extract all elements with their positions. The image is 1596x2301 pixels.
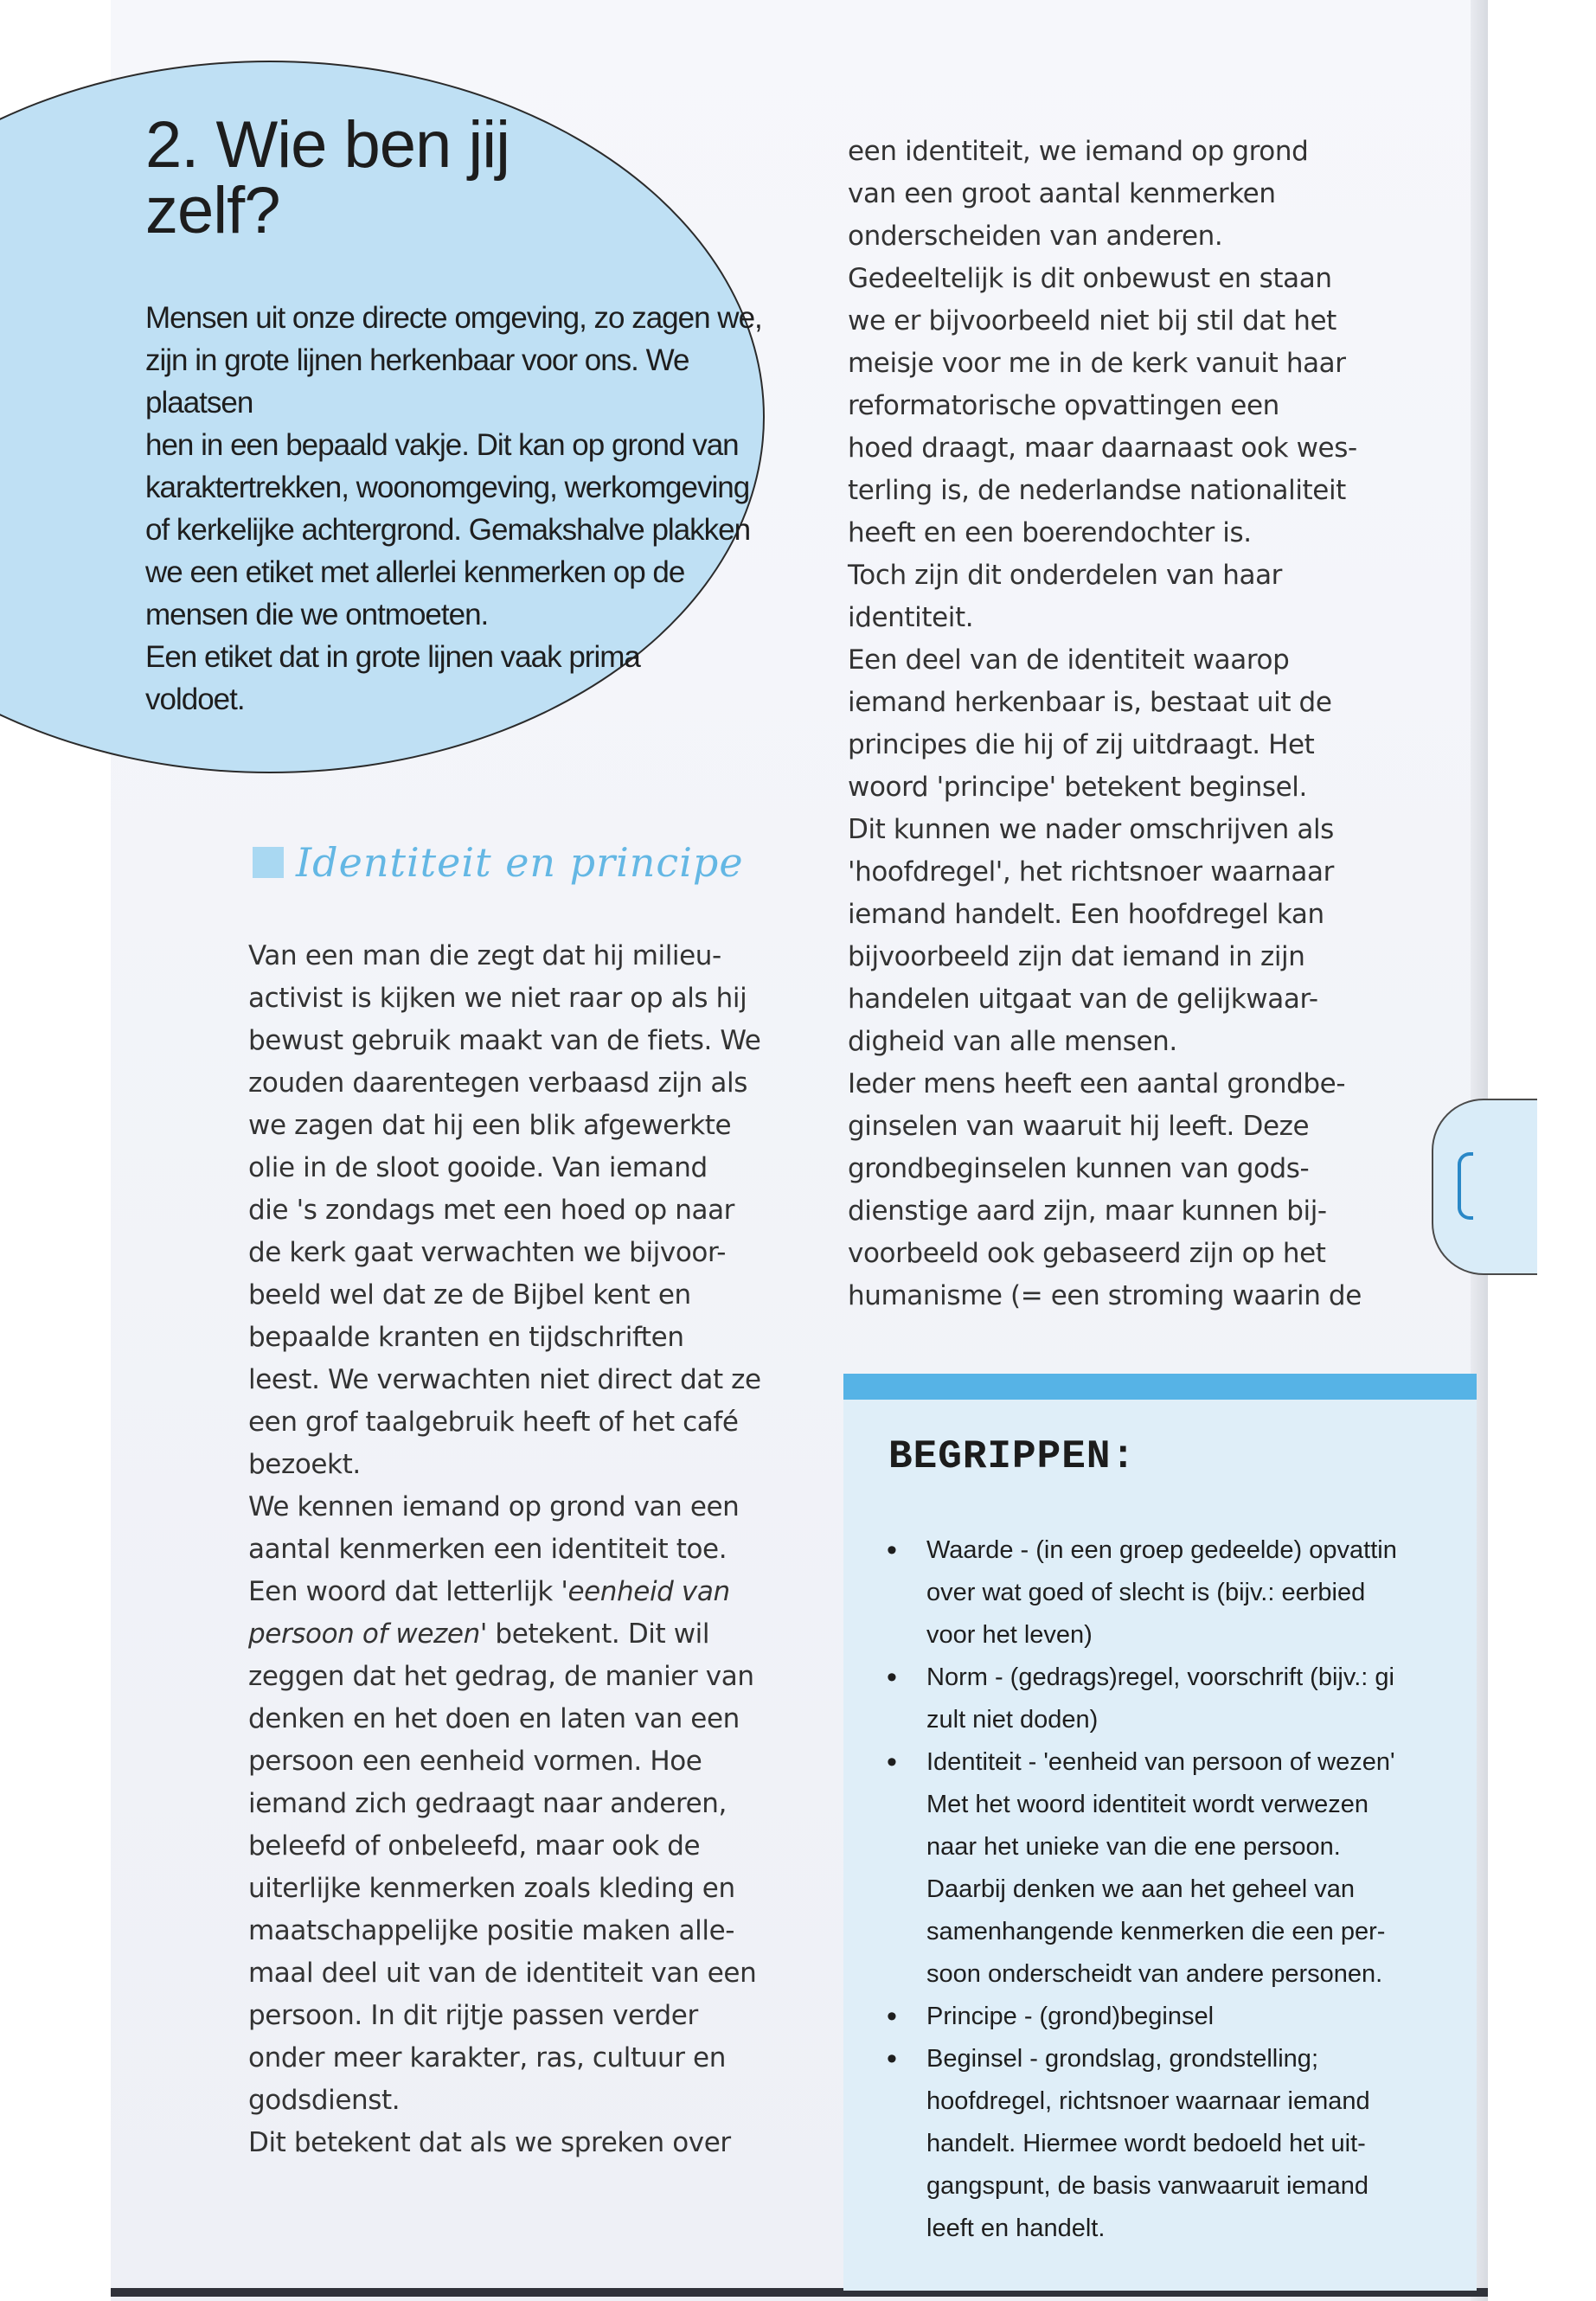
begrip-line: gangspunt, de basis vanwaaruit iemand (926, 2172, 1369, 2200)
right-line: 'hoofdregel', het richtsnoer waarnaar (848, 856, 1334, 888)
left-line: persoon. In dit rijtje passen verder (248, 2000, 698, 2031)
right-line: digheid van alle mensen. (848, 1026, 1177, 1057)
right-line: humanisme (= een stroming waarin de (848, 1280, 1362, 1311)
begrip-line: Met het woord identiteit wordt verwezen (926, 1791, 1368, 1818)
intro-text (145, 297, 768, 721)
right-line: we er bijvoorbeeld niet bij stil dat het (848, 305, 1336, 336)
left-line: zouden daarentegen verbaasd zijn als (248, 1067, 747, 1099)
begrip-line: voor het leven) (926, 1621, 1093, 1649)
left-line: bezoekt. (248, 1449, 361, 1480)
begrip-line: Daarbij denken we aan het geheel van (926, 1875, 1355, 1903)
section-heading (253, 836, 744, 888)
left-line: Dit betekent dat als we spreken over (248, 2127, 731, 2158)
left-line: we zagen dat hij een blik afgewerkte (248, 1110, 732, 1141)
intro-line: karaktertrekken, woonomgeving, werkomgeving (145, 471, 750, 504)
right-column-text (848, 131, 1471, 1317)
left-line: godsdienst. (248, 2085, 401, 2116)
intro-line: we een etiket met allerlei kenmerken op de (145, 555, 685, 589)
right-line: terling is, de nederlandse nationaliteit (848, 475, 1346, 506)
chapter-heading: 2. Wie ben jij zelf? (145, 108, 510, 247)
left-line-mixed (248, 1613, 802, 1656)
right-line: woord 'principe' betekent beginsel. (848, 772, 1307, 803)
left-line: zeggen dat het gedrag, de manier van (248, 1661, 754, 1692)
left-line: olie in de sloot gooide. Van iemand (248, 1152, 708, 1183)
left-line: activist is kijken we niet raar op als hij (248, 983, 747, 1014)
right-line: Dit kunnen we nader omschrijven als (848, 814, 1334, 845)
section-marker-icon (253, 847, 284, 878)
begrippen-box (843, 1374, 1477, 2291)
right-line: Gedeeltelijk is dit onbewust en staan (848, 263, 1332, 294)
left-line: die 's zondags met een hoed op naar (248, 1195, 735, 1226)
right-line: grondbeginselen kunnen van gods- (848, 1153, 1310, 1184)
right-line: meisje voor me in de kerk vanuit haar (848, 348, 1346, 379)
bracket-icon (1458, 1152, 1473, 1220)
left-line: bepaalde kranten en tijdschriften (248, 1322, 684, 1353)
intro-line: Een etiket dat in grote lijnen vaak prima (145, 640, 640, 674)
left-line: leest. We verwachten niet direct dat ze (248, 1364, 761, 1395)
intro-line: Mensen uit onze directe omgeving, zo zagen we, (145, 301, 762, 335)
left-line: persoon een eenheid vormen. Hoe (248, 1746, 702, 1777)
begrip-line: soon onderscheidt van andere personen. (926, 1960, 1383, 1988)
left-column-text (248, 935, 802, 2164)
left-line-mixed (248, 1571, 802, 1613)
begrip-line: • Principe - (grond)beginsel (926, 2003, 1215, 2030)
left-line: Van een man die zegt dat hij milieu- (248, 940, 721, 971)
right-line: dienstige aard zijn, maar kunnen bij- (848, 1195, 1327, 1227)
left-line: onder meer karakter, ras, cultuur en (248, 2042, 726, 2073)
right-line: identiteit. (848, 602, 974, 633)
intro-line: zijn in grote lijnen herkenbaar voor ons. We plaatsen (145, 343, 689, 420)
right-line: reformatorische opvattingen een (848, 390, 1279, 421)
left-line: maal deel uit van de identiteit van een (248, 1958, 757, 1989)
right-line: ginselen van waaruit hij leeft. Deze (848, 1111, 1310, 1142)
intro-line: voldoet. (145, 683, 245, 716)
left-line-part: Een woord dat letterlijk (248, 1576, 561, 1607)
begrip-line: naar het unieke van die ene persoon. (926, 1833, 1341, 1861)
right-line: voorbeeld ook gebaseerd zijn op het (848, 1238, 1326, 1269)
right-line: iemand handelt. Een hoofdregel kan (848, 899, 1324, 930)
begrip-line: hoofdregel, richtsnoer waarnaar iemand (926, 2087, 1370, 2115)
left-line: beeld wel dat ze de Bijbel kent en (248, 1279, 691, 1311)
left-line: We kennen iemand op grond van een (248, 1491, 740, 1522)
begrip-item-identiteit (887, 1741, 1477, 1996)
right-line: Een deel van de identiteit waarop (848, 644, 1290, 676)
begrip-item-beginsel (887, 2038, 1477, 2250)
left-line: een grof taalgebruik heeft of het café (248, 1407, 739, 1438)
begrip-line: over wat goed of slecht is (bijv.: eerbied (926, 1579, 1366, 1606)
begrip-line: leeft en handelt. (926, 2214, 1106, 2242)
begrip-item-principe (887, 1996, 1477, 2038)
right-line: handelen uitgaat van de gelijkwaar- (848, 984, 1318, 1015)
left-line: denken en het doen en laten van een (248, 1703, 740, 1734)
right-line: iemand herkenbaar is, bestaat uit de (848, 687, 1332, 718)
begrip-line: zult niet doden) (926, 1706, 1099, 1734)
left-line: aantal kenmerken een identiteit toe. (248, 1534, 727, 1565)
begrippen-title: BEGRIPPEN: (888, 1434, 1137, 1479)
left-line: bewust gebruik maakt van de fiets. We (248, 1025, 761, 1056)
intro-line: hen in een bepaald vakje. Dit kan op grond van (145, 428, 739, 462)
left-line-italic: persoon of wezen' (248, 1618, 487, 1650)
right-line: Ieder mens heeft een aantal grondbe- (848, 1068, 1346, 1099)
left-line: iemand zich gedraagt naar anderen, (248, 1788, 727, 1819)
begrippen-header-bar (843, 1374, 1477, 1400)
begrip-line: • Norm - (gedrags)regel, voorschrift (bijv.: gi (926, 1663, 1394, 1691)
right-line: bijvoorbeeld zijn dat iemand in zijn (848, 941, 1305, 972)
begrip-line: • Beginsel - grondslag, grondstelling; (926, 2045, 1318, 2073)
begrip-line: handelt. Hiermee wordt bedoeld het uit- (926, 2130, 1366, 2157)
left-line: de kerk gaat verwachten we bijvoor- (248, 1237, 727, 1268)
section-title: Identiteit en principe (296, 839, 744, 886)
begrip-item-waarde (887, 1529, 1477, 1657)
right-line: heeft en een boerendochter is. (848, 517, 1252, 548)
intro-line: mensen die we ontmoeten. (145, 598, 489, 631)
begrip-line: • Waarde - (in een groep gedeelde) opvattin (926, 1536, 1397, 1564)
begrippen-list (887, 1529, 1477, 2250)
begrip-line: • Identiteit - 'eenheid van persoon of wezen' (926, 1748, 1395, 1776)
intro-line: of kerkelijke achtergrond. Gemakshalve plakken (145, 513, 751, 547)
right-line: een identiteit, we iemand op grond (848, 136, 1309, 167)
left-line-italic: 'eenheid van (561, 1576, 730, 1607)
right-line: hoed draagt, maar daarnaast ook wes- (848, 433, 1357, 464)
left-line-part: betekent. Dit wil (486, 1618, 710, 1650)
begrip-item-norm (887, 1657, 1477, 1741)
begrip-line: samenhangende kenmerken die een per- (926, 1918, 1386, 1945)
right-line: principes die hij of zij uitdraagt. Het (848, 729, 1315, 760)
left-line: uiterlijke kenmerken zoals kleding en (248, 1873, 735, 1904)
left-line: maatschappelijke positie maken alle- (248, 1915, 735, 1946)
right-line: onderscheiden van anderen. (848, 221, 1223, 252)
right-line: van een groot aantal kenmerken (848, 178, 1276, 209)
page-side-tab (1432, 1099, 1537, 1275)
right-line: Toch zijn dit onderdelen van haar (848, 560, 1283, 591)
left-line: beleefd of onbeleefd, maar ook de (248, 1830, 701, 1862)
